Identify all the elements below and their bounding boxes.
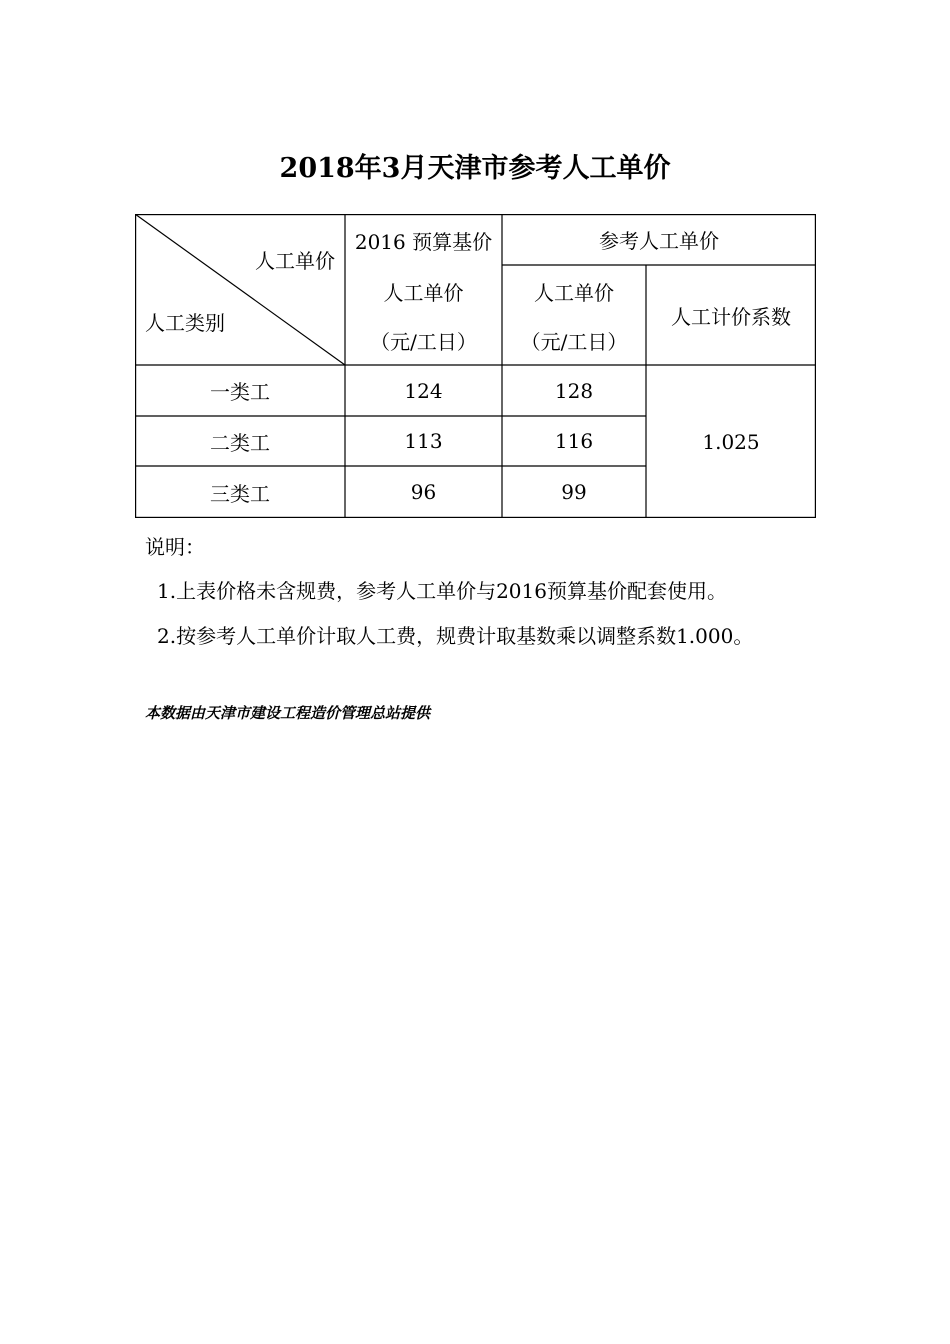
row-budget-price: 124: [404, 378, 443, 403]
row-category: 二类工: [210, 430, 270, 455]
note-item-2: 2.按参考人工单价计取人工费，规费计取基数乘以调整系数1.000。: [157, 624, 754, 648]
row-category: 一类工: [210, 380, 270, 404]
budget-header-line2: 人工单价: [383, 280, 464, 305]
budget-header-line3: （元/工日）: [370, 329, 477, 354]
corner-header-bottom: 人工类别: [145, 310, 225, 335]
diagonal-divider: [135, 214, 345, 365]
page-title: 2018年3月天津市参考人工单价: [279, 153, 671, 184]
ref-price-header-line2: （元/工日）: [520, 329, 628, 354]
data-source: 本数据由天津市建设工程造价管理总站提供: [145, 704, 431, 722]
ref-group-header: 参考人工单价: [599, 229, 719, 253]
corner-header-top: 人工单价: [255, 248, 335, 273]
notes-heading: 说明：: [145, 535, 205, 559]
row-category: 三类工: [210, 481, 270, 506]
row-budget-price: 96: [410, 480, 437, 504]
labor-price-table: [135, 214, 816, 518]
coefficient-header: 人工计价系数: [671, 304, 791, 329]
row-ref-price: 99: [561, 480, 587, 504]
row-ref-price: 128: [554, 378, 594, 403]
coefficient-value: 1.025: [702, 429, 760, 454]
ref-price-header-line1: 人工单价: [534, 280, 614, 305]
row-ref-price: 116: [554, 429, 594, 453]
row-budget-price: 113: [404, 429, 443, 453]
budget-header-line1: 2016 预算基价: [354, 229, 493, 254]
note-item-1: 1.上表价格未含规费，参考人工单价与2016预算基价配套使用。: [157, 579, 727, 603]
